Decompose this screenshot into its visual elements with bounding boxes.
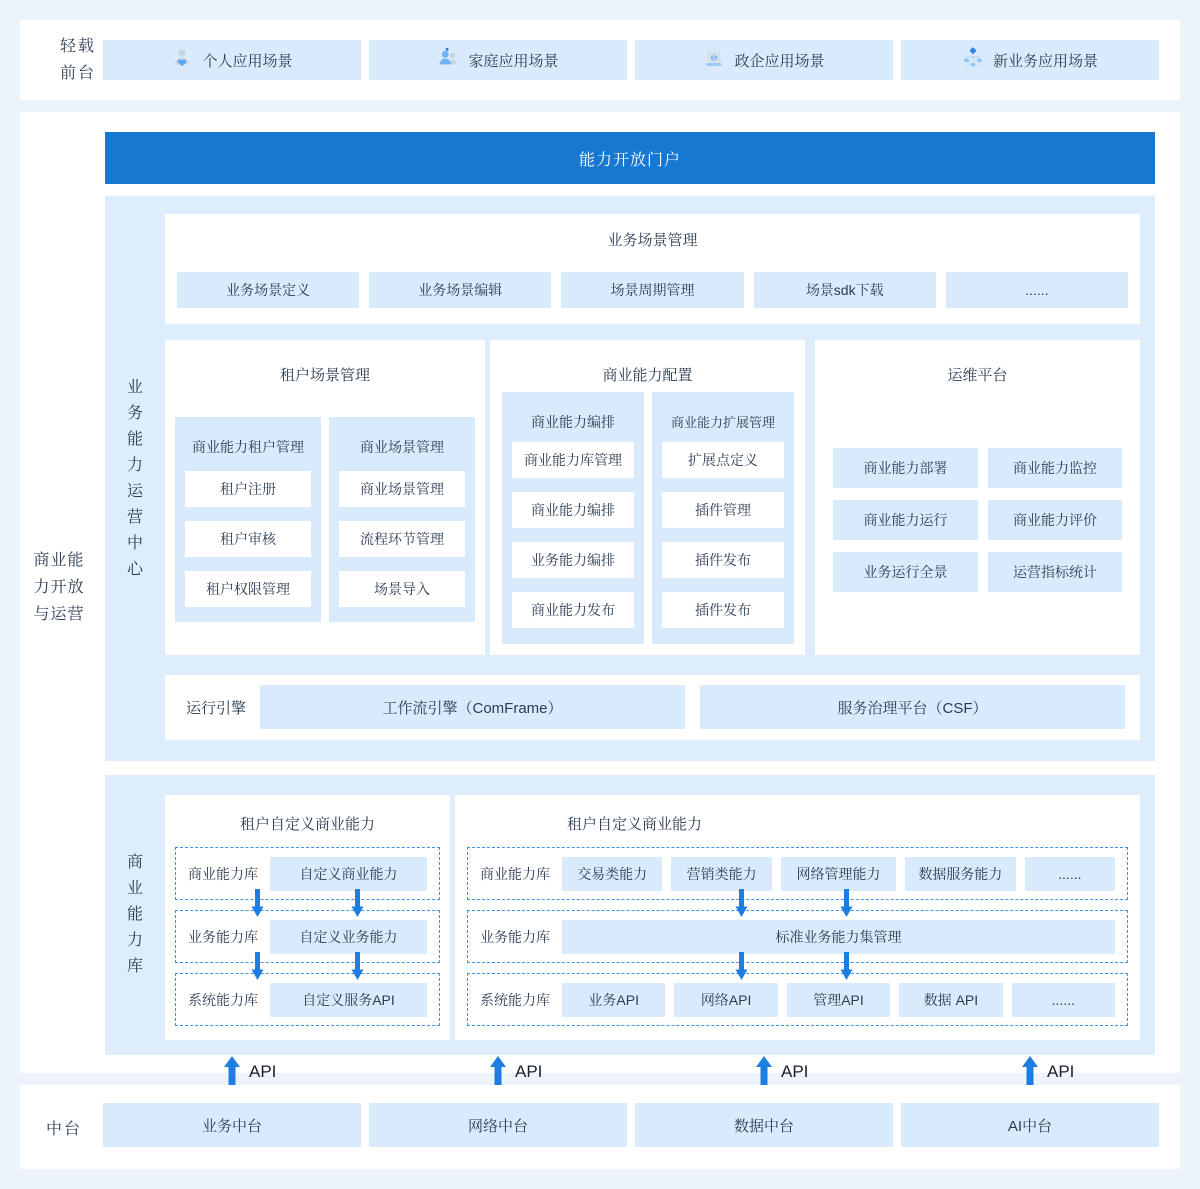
scenario-new-business <box>901 40 1159 80</box>
capability-library-side-strip <box>105 775 165 1055</box>
chip-label: 数据中台 <box>733 1117 794 1135</box>
ops-platform-title: 运维平台 <box>947 367 1008 384</box>
scenario-label: 新业务应用场景 <box>992 52 1098 70</box>
scene-mgmt-button: 场景sdk下载 <box>754 272 936 308</box>
frontdesk-band <box>20 20 1180 100</box>
column-item: 插件管理 <box>662 492 784 528</box>
scene-mgmt-button: 业务场景定义 <box>177 272 359 308</box>
workflow-engine: 工作流引擎（ComFrame） <box>260 685 685 729</box>
ops-center-container <box>105 196 1155 761</box>
scene-mgmt-buttons <box>177 272 1128 308</box>
scenario-label: 政企应用场景 <box>734 52 825 70</box>
middle-platform-label: 中台 <box>45 1120 82 1138</box>
box-title: 租户自定义商业能力 <box>567 816 703 833</box>
column-item: 业务能力编排 <box>512 542 634 578</box>
column-item: 商业能力发布 <box>512 592 634 628</box>
chip-label: 业务中台 <box>201 1117 262 1135</box>
library-row <box>175 910 440 963</box>
new-business-icon <box>962 47 984 73</box>
column-title: 商业能力扩展管理 <box>670 415 775 430</box>
scenario-personal <box>103 40 361 80</box>
scenario-label: 个人应用场景 <box>202 52 293 70</box>
frontdesk-label: 轻载前台 <box>59 38 96 82</box>
ops-platform-item: 商业能力评价 <box>988 500 1122 540</box>
column-item: 商业能力编排 <box>512 492 634 528</box>
column-item: 插件发布 <box>662 592 784 628</box>
row-item: 交易类能力 <box>562 857 662 891</box>
library-row <box>175 973 440 1026</box>
library-row <box>467 973 1128 1026</box>
row-item: 网络管理能力 <box>781 857 896 891</box>
scenario-enterprise <box>635 40 893 80</box>
capability-orchestration-column <box>502 392 644 644</box>
tenant-mgmt-column <box>175 417 321 622</box>
row-label: 业务能力库 <box>480 928 550 945</box>
row-item: 标准业务能力集管理 <box>562 920 1115 954</box>
column-item: 租户审核 <box>185 521 311 557</box>
down-arrow-icon <box>840 952 853 980</box>
ops-center-side-strip <box>105 196 165 761</box>
row-item: 业务API <box>562 983 665 1017</box>
library-row <box>175 847 440 900</box>
scene-mgmt-button: ...... <box>946 272 1128 308</box>
column-item: 插件发布 <box>662 542 784 578</box>
box-title: 租户自定义商业能力 <box>239 816 375 833</box>
ops-center-side-label: 业务能力运营中心 <box>126 378 143 578</box>
runtime-engine-label: 运行引擎 <box>185 700 246 717</box>
api-label: API <box>249 1062 277 1081</box>
svg-text:$: $ <box>712 55 717 62</box>
ops-platform-item: 运营指标统计 <box>988 552 1122 592</box>
down-arrow-icon <box>735 889 748 917</box>
row-label: 系统能力库 <box>188 991 258 1008</box>
scene-mgmt-button: 业务场景编辑 <box>369 272 551 308</box>
ops-platform-item: 商业能力部署 <box>833 448 978 488</box>
capability-config-box <box>490 340 805 655</box>
row-item: 数据 API <box>899 983 1002 1017</box>
capability-extension-column <box>652 392 794 644</box>
person-heart-icon <box>171 47 193 73</box>
business-scene-column <box>329 417 475 622</box>
library-row <box>467 847 1128 900</box>
capability-open-portal <box>105 132 1155 184</box>
down-arrow-icon <box>351 952 364 980</box>
row-label: 系统能力库 <box>480 991 550 1008</box>
column-item: 流程环节管理 <box>339 521 465 557</box>
portal-title: 能力开放门户 <box>578 151 681 169</box>
runtime-engine-box <box>165 675 1140 740</box>
down-arrow-icon <box>351 889 364 917</box>
column-item: 扩展点定义 <box>662 442 784 478</box>
ops-platform-item: 商业能力运行 <box>833 500 978 540</box>
ops-platform-item: 业务运行全景 <box>833 552 978 592</box>
scene-mgmt-button: 场景周期管理 <box>561 272 743 308</box>
chip-label: 网络中台 <box>467 1117 528 1135</box>
chip-label: AI中台 <box>1007 1117 1053 1135</box>
main-side-label: 商业能力开放与运营 <box>33 552 85 623</box>
row-item: 自定义服务API <box>270 983 427 1017</box>
column-title: 商业能力租户管理 <box>192 439 304 455</box>
custom-capability-box-left <box>165 795 450 1040</box>
service-governance-platform: 服务治理平台（CSF） <box>700 685 1125 729</box>
row-label: 商业能力库 <box>188 865 258 882</box>
custom-capability-box-right <box>455 795 1140 1040</box>
down-arrow-icon <box>735 952 748 980</box>
ops-platform-box <box>815 340 1140 655</box>
library-row <box>467 910 1128 963</box>
scenario-label: 家庭应用场景 <box>468 52 559 70</box>
main-band <box>20 112 1180 1073</box>
column-title: 商业场景管理 <box>360 439 444 455</box>
row-item: 自定义商业能力 <box>270 857 427 891</box>
row-item: 网络API <box>674 983 777 1017</box>
middle-platform-network <box>369 1103 627 1147</box>
column-item: 租户权限管理 <box>185 571 311 607</box>
tenant-scene-title: 租户场景管理 <box>279 367 370 384</box>
scene-mgmt-title: 业务场景管理 <box>607 232 698 249</box>
row-item: 数据服务能力 <box>905 857 1015 891</box>
down-arrow-icon <box>251 889 264 917</box>
column-item: 商业能力库管理 <box>512 442 634 478</box>
capability-config-title: 商业能力配置 <box>602 367 693 384</box>
tenant-scene-box <box>165 340 485 655</box>
family-icon <box>437 47 459 73</box>
row-item: ...... <box>1025 857 1115 891</box>
row-label: 业务能力库 <box>188 928 258 945</box>
middle-platform-business <box>103 1103 361 1147</box>
enterprise-icon <box>703 47 725 73</box>
row-item: 自定义业务能力 <box>270 920 427 954</box>
api-label: API <box>781 1062 809 1081</box>
scene-mgmt-box <box>165 214 1140 324</box>
scenario-family <box>369 40 627 80</box>
down-arrow-icon <box>251 952 264 980</box>
middle-platform-band <box>20 1085 1180 1169</box>
column-item: 场景导入 <box>339 571 465 607</box>
column-item: 商业场景管理 <box>339 471 465 507</box>
row-item: ...... <box>1012 983 1115 1017</box>
row-item: 营销类能力 <box>671 857 771 891</box>
capability-library-container <box>105 775 1155 1055</box>
ops-platform-item: 商业能力监控 <box>988 448 1122 488</box>
row-item: 管理API <box>787 983 890 1017</box>
column-title: 商业能力编排 <box>531 414 615 430</box>
capability-library-side-label: 商业能力库 <box>126 854 143 975</box>
middle-platform-ai <box>901 1103 1159 1147</box>
column-item: 租户注册 <box>185 471 311 507</box>
row-label: 商业能力库 <box>480 865 550 882</box>
api-label: API <box>515 1062 543 1081</box>
middle-platform-data <box>635 1103 893 1147</box>
api-label: API <box>1047 1062 1075 1081</box>
down-arrow-icon <box>840 889 853 917</box>
